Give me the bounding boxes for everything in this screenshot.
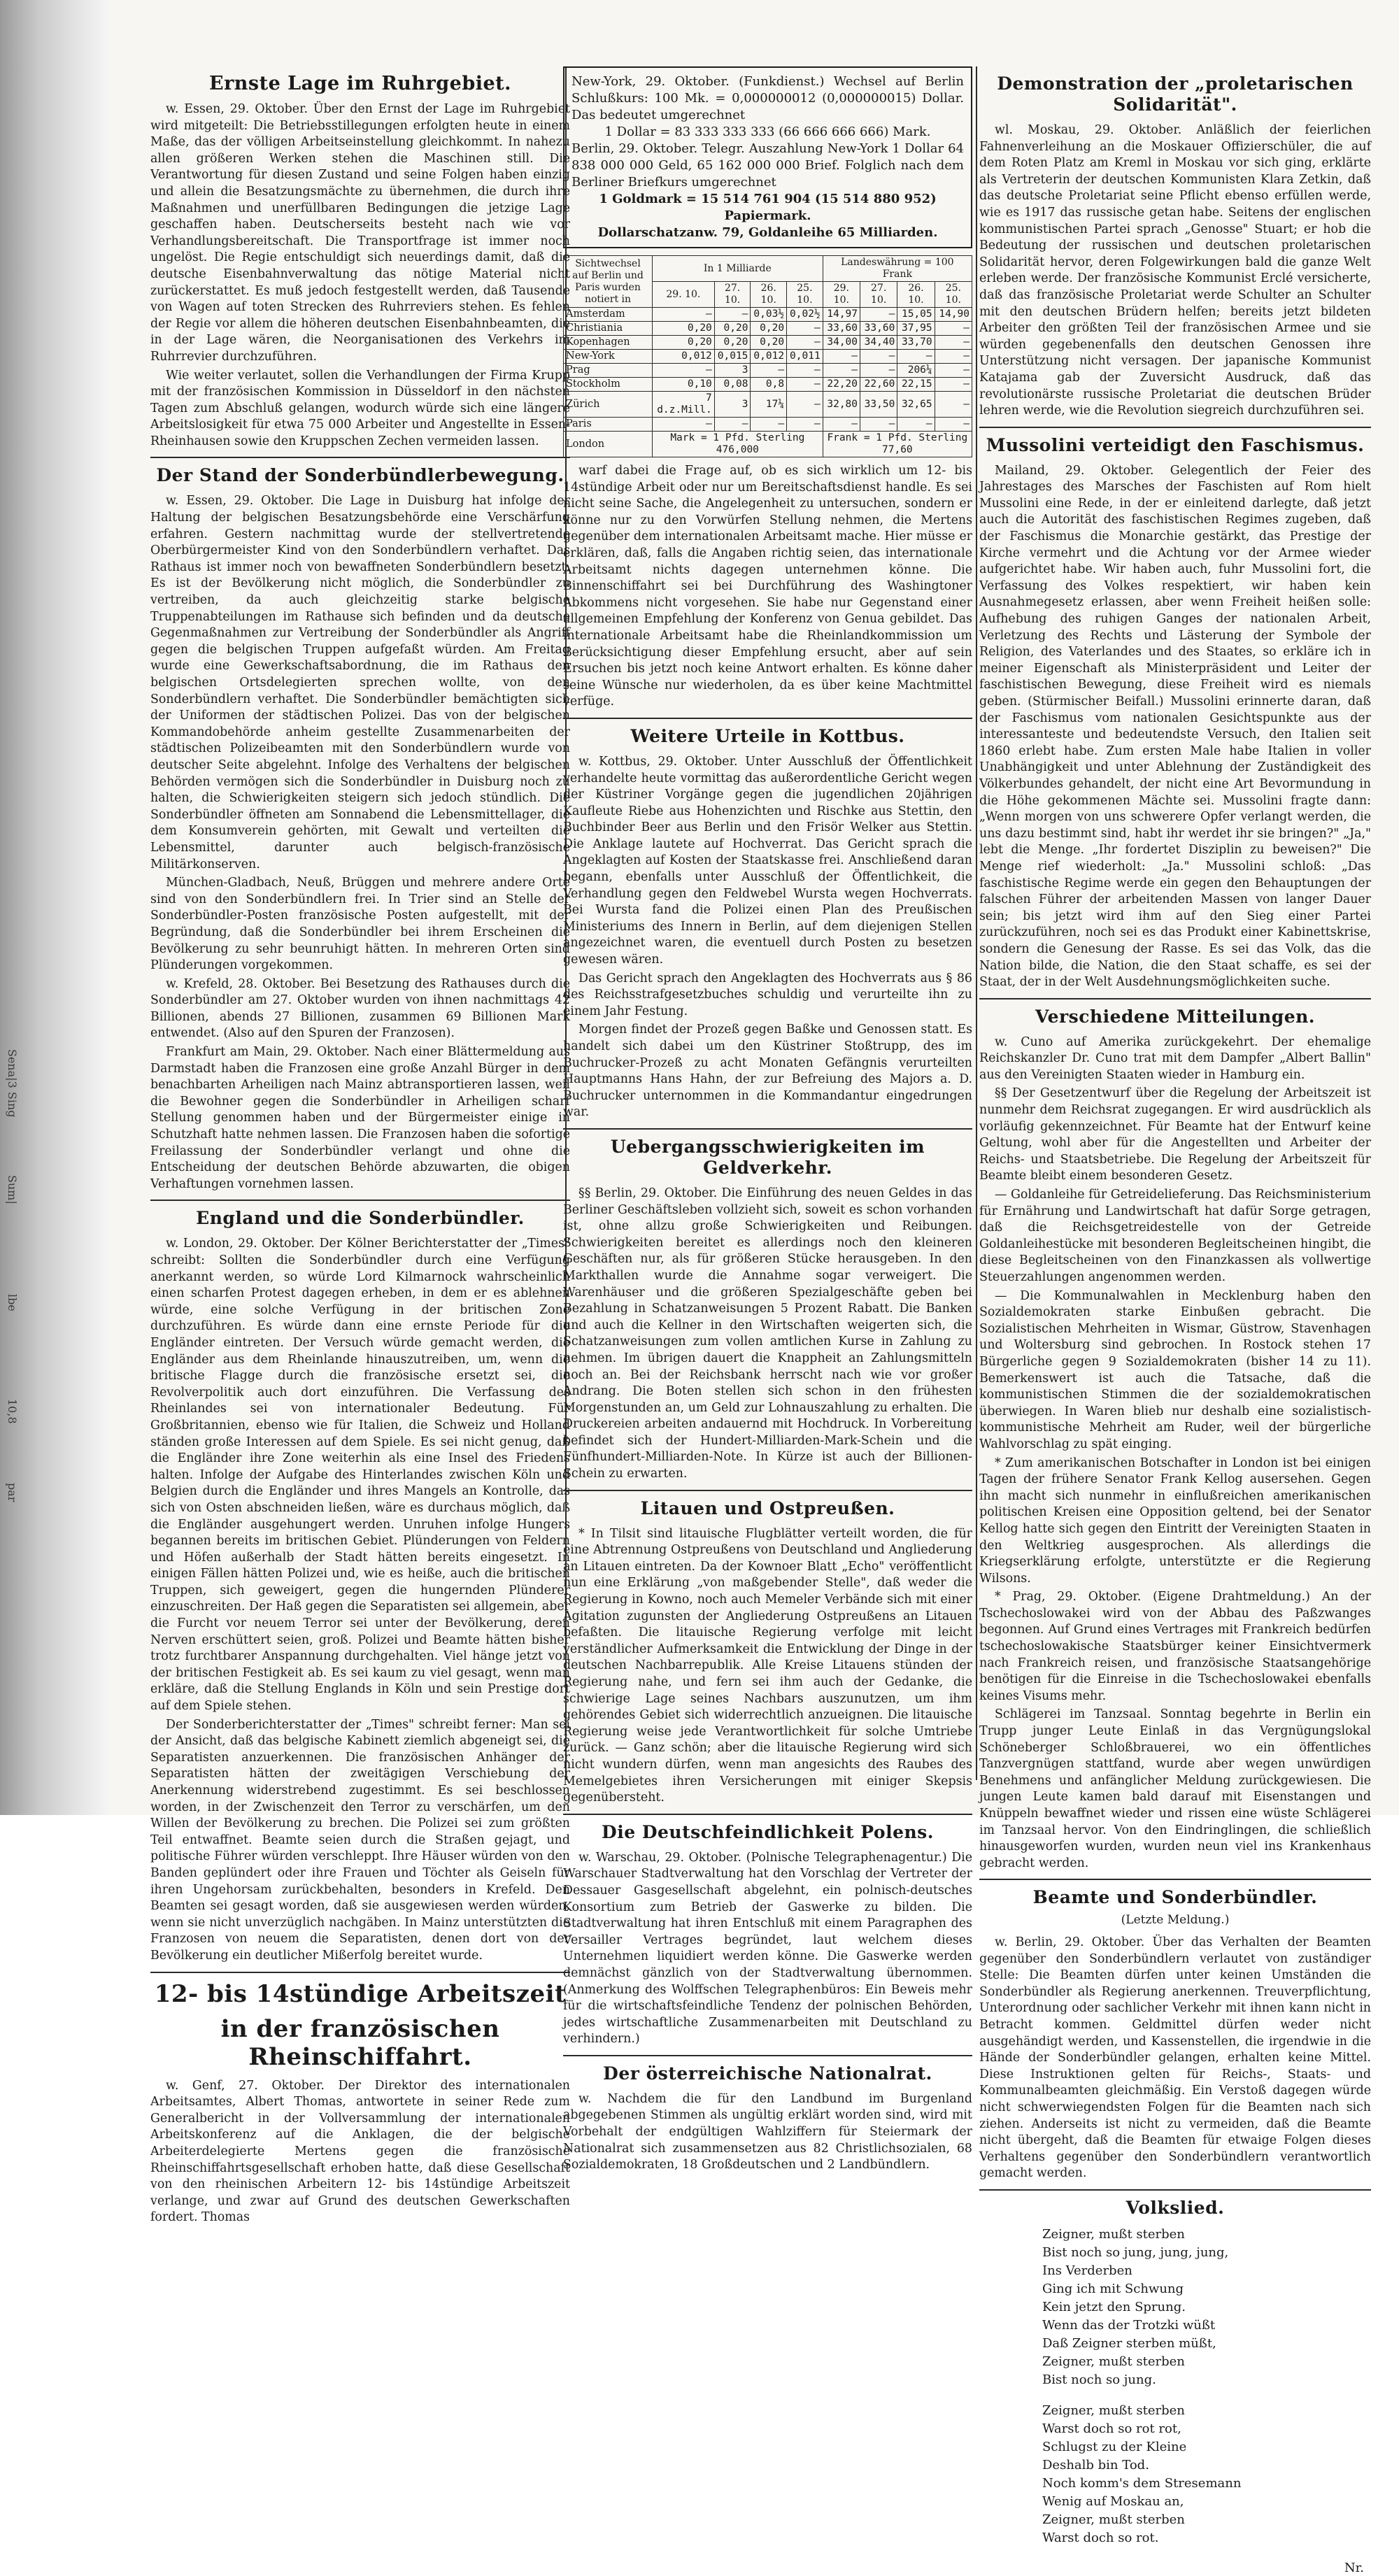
table-cell: Stockholm	[564, 378, 653, 392]
article-paragraph: w. Nachdem die für den Landbund im Burgenland abgegebenen Stimmen als ungültig erklärt worden sind, wird mit Vorbehalt der endgültigen Wahlziffern für Steiermark der Nationalrat sich zusammensetzen aus 82 Christlichsozialen, 68 Sozialdemokraten, 18 Großdeutschen und 2 Landbündlern.	[563, 2091, 972, 2172]
table-header: 29. 10.	[653, 282, 715, 308]
table-header: Sichtwechsel auf Berlin und Paris wurden notiert in	[564, 256, 653, 308]
table-cell: —	[823, 350, 860, 364]
table-cell: 34,00	[823, 336, 860, 350]
table-cell: 0,08	[714, 378, 751, 392]
page-footer: Nr.	[1344, 2560, 1364, 2575]
table-cell: 34,40	[860, 336, 897, 350]
table-row	[564, 418, 972, 432]
article-paragraph: §§ Der Gesetzentwurf über die Regelung der Arbeitszeit ist nunmehr dem Reichsrat zugegangen. Er wird ausdrücklich als vorläufig gekennzeichnet. Für Beamte hat der Entwurf keine Geltung, wohl aber für die Angestellten und Arbeiter der Reichs- und Staatsbetriebe. Die Regelung der Arbeitszeit für Beamte bleibt einem besonderen Gesetz.	[979, 1086, 1371, 1183]
table-cell: —	[860, 350, 897, 364]
table-cell: Frank = 1 Pfd. Sterling 77,60	[823, 432, 972, 457]
headline: Volkslied.	[1125, 2197, 1225, 2218]
table-cell: 3	[714, 364, 751, 378]
table-cell: 0,20	[751, 336, 787, 350]
table-cell: London	[564, 432, 653, 457]
table-cell: 0,20	[714, 336, 751, 350]
table-cell: 0,02½	[787, 308, 823, 322]
article-paragraph: Wie weiter verlautet, sollen die Verhandlungen der Firma Krupp mit der französischen Kommission in Düsseldorf in den nächsten Tagen zum Abschluß gelangen, wodurch würde sich eine längere Arbeitslosigkeit für etwa 75 000 Arbeiter und Angestellte in Essen-Rheinhausen sowie den Kruppschen Zechen vermeiden lassen.	[150, 368, 570, 448]
table-cell: 33,70	[897, 336, 935, 350]
table-cell: —	[935, 378, 972, 392]
divider	[979, 427, 1371, 428]
table-header: 25. 10.	[787, 282, 823, 308]
poem-line: Warst doch so rot rot,	[1042, 2421, 1181, 2436]
table-cell: Paris	[564, 418, 653, 432]
table-row	[564, 432, 972, 457]
table-header: 25. 10.	[935, 282, 972, 308]
poem-line: Wenn das der Trotzki wüßt	[1042, 2317, 1216, 2333]
headline: Litauen und Ostpreußen.	[640, 1497, 895, 1518]
table-header: 29. 10.	[823, 282, 860, 308]
headline: Weitere Urteile in Kottbus.	[630, 725, 905, 746]
box-line: 1 Goldmark = 15 514 761 904 (15 514 880 952) Papiermark.	[599, 192, 937, 223]
divider	[979, 1879, 1371, 1880]
table-cell: —	[935, 418, 972, 432]
article-paragraph: Mailand, 29. Oktober. Gelegentlich der Feier des Jahrestages des Marsches der Faschisten auf Rom hielt Mussolini eine Rede, in der er einleitend darlegte, daß jetzt auch die Autorität des faschistischen Regimes zugeben, daß der Faschismus die Monarchie gestärkt, das Prestige der Kirche vermehrt und die Achtung vor der Armee wieder aufgerichtet habe. Wir haben auch, fuhr Mussolini fort, die Verfassung des Volkes respektiert, wir haben kein Ausnahmegesetz erlassen, aber wenn Freiheit heißen solle: Aufhebung des ruhigen Ganges der nationalen Arbeit, Verletzung des Rechts und Lästerung der Symbole der Religion, des Vaterlandes und des Staates, so erkläre ich in meiner Eigenschaft als Ministerpräsident und Leiter der faschistischen Bewegung, diese Freiheit wird es niemals geben. (Stürmischer Beifall.) Mussolini erinnerte daran, daß der Faschismus vom nationalen Gesichtspunkte aus der interessanteste und bedeutendste Versuch, den Italien seit 1860 erlebt habe. Zum ersten Male habe Italien in voller Unabhängigkeit und unter Ablehnung der Zuständigkeit des Völkerbundes gehandelt, der nicht eine Art Bevormundung in die Höhe gekommenen Mächte sei. Mussolini fragte dann: „Wenn morgen von uns schwerere Opfer verlangt werden, die uns dazu bestimmt sind, habt ihr werdet ihr sie bringen?" „Ja," lebt die Menge. „Ihr fordertet Disziplin zu beweisen?" Die Menge rief wiederholt: „Ja." Mussolini schloß: „Das faschistische Regime werde ein gegen den Behauptungen der falschen Führer der arbeitenden Massen von langer Dauer sein; bis jetzt wird ihm auf den Sieg einer Partei zurückzuführen, noch sei es das Produkt einer Kabinettskrise, sondern die Genesung der Rasse. Es sei das Volk, das die Nation bilde, die Nation, die den Staat schaffe, es sei der Staat, der in der Welt Ausdehnungsmöglichkeiten suche.	[979, 463, 1371, 990]
article-paragraph: w. Warschau, 29. Oktober. (Polnische Telegraphenagentur.) Die Warschauer Stadtverwaltung hat den Vorschlag der Vertreter der Dessauer Gasgesellschaft abgelehnt, ein polnisch-deutsches Konsortium zum Betrieb der Gaswerke zu bilden. Die Stadtverwaltung hat ihren Entschluß mit einem Paragraphen des Versailler Vertrages begründet, laut welchem dieses Unternehmen liquidiert werden könne. Die Gaswerke werden demnächst gänzlich von der Stadtverwaltung übernommen. (Anmerkung des Wolffschen Telegraphenbüros: Ein Beweis mehr für die wirtschaftsfeindliche Tendenz der polnischen Behörden, jedes wirtschaftliche Zusammenarbeiten mit Deutschland zu verhindern.)	[563, 1850, 972, 2047]
poem-line: Wenig auf Moskau an,	[1042, 2493, 1184, 2509]
poem-line: Deshalb bin Tod.	[1042, 2457, 1149, 2472]
table-row	[564, 308, 972, 322]
table-cell: 0,20	[653, 322, 715, 336]
divider	[150, 1200, 570, 1201]
headline: in der französischen Rheinschiffahrt.	[220, 2014, 500, 2071]
table-header: In 1 Milliarde	[653, 256, 823, 282]
article-paragraph: Schlägerei im Tanzsaal. Sonntag begehrte in Berlin ein Trupp junger Leute Einlaß in das Vergnügungslokal Schöneberger Schloßbrauerei, wo ein öffentliches Tanzvergnügen stattfand, wurde aber wegen unwürdigen Benehmens und anfänglicher Meldung zurückgewiesen. Die jungen Leute kamen bald darauf mit Eisenstangen und Knüppeln bewaffnet wieder und rissen eine wüste Schlägerei im Tanzsaal hervor. Von den Eindringlingen, die schließlich hinausgeworfen wurden, wurden neun viel ins Krankenhaus gebracht werden.	[979, 1707, 1371, 1870]
poem-line: Zeigner, mußt sterben	[1042, 2226, 1185, 2242]
headline: Die Deutschfeindlichkeit Polens.	[602, 1821, 934, 1842]
exchange-rate-table	[563, 255, 972, 457]
table-cell: —	[787, 378, 823, 392]
article-paragraph: Das Gericht sprach den Angeklagten des Hochverrats aus § 86 des Reichsstrafgesetzbuches schuldig und verurteilte ihn zu einem Jahr Festung.	[563, 971, 972, 1018]
article-paragraph: — Goldanleihe für Getreidelieferung. Das Reichsministerium für Ernährung und Landwirtschaft hat dafür Sorge getragen, daß die Reichsgetreidestelle von der Getreide Goldanleihestücke mit besonderen Begleitscheinen hingibt, die diese Begleitscheinen von den Finanzkassen als vollwertige Steuerzahlungen angenommen werden.	[979, 1188, 1371, 1284]
headline: Demonstration der „proletarischen Solidarität".	[997, 73, 1354, 115]
margin-fragment: Sum|	[6, 1175, 19, 1204]
divider	[563, 1128, 972, 1130]
article-paragraph: w. Cuno auf Amerika zurückgekehrt. Der ehemalige Reichskanzler Dr. Cuno trat mit dem Dampfer „Albert Ballin" aus den Vereinigten Staaten wieder in Hamburg ein.	[979, 1034, 1371, 1082]
table-cell: —	[823, 418, 860, 432]
poem-line: Zeigner, mußt sterben	[1042, 2512, 1185, 2527]
article-paragraph: w. Berlin, 29. Oktober. Über das Verhalten der Beamten gegenüber den Sonderbündlern verlautet von zuständiger Stelle: Die Beamten dürfen unter keinen Umständen die Sonderbündler als Regierung anerkennen. Treuverpflichtung, Unterordnung oder sachlicher Verkehr mit ihnen kann nicht in Betracht kommen. Geldmittel dürfen weder nicht ausgehändigt werden, und Kassenstellen, die irgendwie in die Hände der Sonderbündler gelangen, erhalten keine Mittel. Diese Instruktionen gelten für Reichs-, Staats- und Kommunalbeamten gleichmäßig. Ein Verstoß dagegen würde nicht schwerwiegendsten Folgen für die Beamten nach sich ziehen. Anderseits ist nicht zu vermeiden, daß die Beamte nicht übergeht, daß die Beamten für etwaige Folgen dieses Verhaltens gegenüber den Sonderbündlern verantwortlich gemacht werden.	[979, 1935, 1371, 2181]
table-cell: 37,95	[897, 322, 935, 336]
table-row	[564, 392, 972, 418]
table-cell: 0,20	[751, 322, 787, 336]
table-row	[564, 322, 972, 336]
table-cell: 22,60	[860, 378, 897, 392]
table-cell: —	[787, 364, 823, 378]
poem-line: Daß Zeigner sterben müßt,	[1042, 2335, 1216, 2351]
table-cell: 7 d.z.Mill.	[653, 392, 715, 418]
box-line: 1 Dollar = 83 333 333 333 (66 666 666 666) Mark.	[604, 124, 931, 139]
table-cell: —	[787, 418, 823, 432]
table-cell: —	[860, 418, 897, 432]
article-paragraph: w. Essen, 29. Oktober. Über den Ernst der Lage im Ruhrgebiet wird mitgeteilt: Die Betriebsstillegungen erfolgten heute in einem Maße, das der völligen Arbeitseinstellung gleichkommt. In nahezu allen größeren Werken stehen die Maschinen still. Die Verantwortung für diesen Zustand und seine Folgen haben einzig und allein die Besatzungsmächte zu übernehmen, die durch ihre Maßnahmen und unerfüllbaren Bedingungen die jetzige Lage geschaffen haben. Deutscherseits besteht nach wie vor Verhandlungsbereitschaft. Die Transportfrage ist immer noch ungelöst. Die Regie entschuldigt sich neuerdings damit, daß die deutsche Eisenbahnverwaltung das nötige Material nicht zurückerstattet. Es muß jedoch festgestellt werden, daß Tausende von Wagen auf toten Strecken des Ruhrreviers stehen. Es fehlen der Regie vor allem die höheren deutschen Eisenbahnbeamten, die in der Lage wären, die Neorganisationen des Verkehrs im Ruhrrevier durchzuführen.	[150, 102, 570, 364]
headline: 12- bis 14stündige Arbeitszeit	[154, 1979, 567, 2008]
table-cell: —	[823, 364, 860, 378]
table-cell: 33,60	[823, 322, 860, 336]
divider	[979, 2189, 1371, 2191]
table-header: 26. 10.	[897, 282, 935, 308]
article-paragraph: * Zum amerikanischen Botschafter in London ist bei einigen Tagen der frühere Senator Frank Kellog ausersehen. Gegen ihn macht sich nunmehr in einflußreichen amerikanischen politischen Kreisen eine Opposition geltend, bei der Senator Kellog hatte sich gegen den Eintritt der Vereinigten Staaten in den Weltkrieg ausgesprochen. Als allerdings die Kriegserklärung erfolgte, unterstützte er die Regierung Wilsons.	[979, 1456, 1371, 1586]
divider	[979, 998, 1371, 999]
headline: Beamte und Sonderbündler.	[1032, 1887, 1318, 1908]
headline: Der österreichische Nationalrat.	[603, 2063, 932, 2084]
article-paragraph: * Prag, 29. Oktober. (Eigene Drahtmeldung.) An der Tschechoslowakei wird von der Abbau des Paßzwanges begonnen. Auf Grund eines Vertrages mit Frankreich bedürfen tschechoslowakische Staatsbürger keiner Einsichtvermerk nach Frankreich reisen, und französische Staatsangehörige benötigen für die Einreise in die Tschechoslowakei ebenfalls keines Visums mehr.	[979, 1590, 1371, 1703]
scan-margin	[0, 0, 108, 1815]
divider	[563, 2055, 972, 2056]
table-cell: 22,20	[823, 378, 860, 392]
table-header: 26. 10.	[751, 282, 787, 308]
poem-line: Noch komm's dem Stresemann	[1042, 2475, 1242, 2491]
table-row	[564, 364, 972, 378]
article-paragraph: w. Krefeld, 28. Oktober. Bei Besetzung des Rathauses durch die Sonderbündler am 27. Oktober wurden von ihnen nachmittags 42 Billionen, abends 27 Billionen, zusammen 69 Billionen Mark entwendet. (Also auf den Spuren der Franzosen).	[150, 976, 570, 1041]
article-paragraph: * In Tilsit sind litauische Flugblätter verteilt worden, die für eine Abtrennung Ostpreußens von Deutschland und Angliederung an Litauen eintreten. Da der Kownoer Blatt „Echo" veröffentlicht nun eine Erklärung „von maßgebender Stelle", daß weder die Regierung in Kowno, noch auch Memeler Verbände sich mit einer Agitation zugunsten der Angliederung Ostpreußens an Litauen befaßten. Die litauische Regierung verfolge mit leicht verständlicher Aufmerksamkeit die Entwicklung der Dinge in der deutschen Nachbarrepublik. Alle Kreise Litauens stünden der Regierung nahe, und fern sei ihm auch der Gedanke, die schwierige Lage seines Nachbars auszunutzen, um ihm gehörendes Gebiet sich widerrechtlich anzueignen. Die litauische Regierung weise jede Verantwortlichkeit für solche Umtriebe zurück. — Ganz schön; aber die litauische Regierung wird sich nicht wundern dürfen, wenn man angesichts des Raubes des Memelgebietes ihren Versicherungen mit einiger Skepsis gegenübersteht.	[563, 1526, 972, 1805]
headline: Mussolini verteidigt den Faschismus.	[986, 434, 1365, 455]
table-cell: —	[935, 336, 972, 350]
margin-fragment: 10,8	[6, 1399, 19, 1424]
table-cell: 14,90	[935, 308, 972, 322]
table-cell: 206¼	[897, 364, 935, 378]
table-cell: Prag	[564, 364, 653, 378]
table-cell: —	[935, 392, 972, 418]
table-cell: 15,05	[897, 308, 935, 322]
headline: England und die Sonderbündler.	[196, 1208, 525, 1229]
table-cell: 17¼	[751, 392, 787, 418]
table-cell: New-York	[564, 350, 653, 364]
article-paragraph: warf dabei die Frage auf, ob es sich wirklich um 12- bis 14stündige Arbeit oder nur um Bereitschaftsdienst handle. Es sei nicht seine Sache, die Angelegenheit zu untersuchen, sondern er könne nur zu den Vorwürfen Stellung nehmen, die Mertens gegenüber dem internationalen Arbeitsamt mache. Hier müsse er erklären, daß, falls die Angaben richtig seien, das internationale Arbeitsamt nichts dagegen unternehmen könne. Die Binnenschiffahrt sei bei Durchführung des Washingtoner Abkommens nicht vorgesehen. Sie habe nur Gegenstand einer allgemeinen Empfehlung der Konferenz von Genua gebildet. Das internationale Arbeitsamt habe die Rheinlandkommission um Berücksichtigung dieser Empfehlung ersucht, aber auf sein Ersuchen bis jetzt noch keine Antwort erhalten. Es könne daher seine Wünsche nur wiederholen, da es über keine Machtmittel verfüge.	[563, 464, 972, 709]
subheading: (Letzte Meldung.)	[1121, 1913, 1230, 1928]
table-cell: 0,20	[714, 322, 751, 336]
table-cell: 0,015	[714, 350, 751, 364]
margin-fragment: Sena|3 Sing	[6, 1049, 19, 1118]
article-paragraph: w. London, 29. Oktober. Der Kölner Berichterstatter der „Times" schreibt: Sollten die Sonderbündler durch eine Verfügung anerkannt werden, so würde Lord Kilmarnock wahrscheinlich einen scharfen Protest dagegen erheben, in dem er es ablehnen würde, eine solche Verfügung in der britischen Zone durchzuführen. Es würde dann eine ernste Periode für die Engländer eintreten. Der Versuch würde gemacht werden, die Engländer aus dem Rheinlande hinauszutreiben, um, wenn die britische Flagge durch die französische ersetzt sei, die Revolverpolitik auch dort einzuführen. Die Verfassung des Rheinlandes sei von internationaler Bedeutung. Für Großbritannien, ebenso wie für Italien, die Schweiz und Holland ständen große Interessen auf dem Spiele. Es sei nicht genug, daß die Engländer ihre Zone weiterhin als eine Insel des Friedens halten. Infolge der Aufgabe des Hinterlandes zwischen Köln und Belgien durch die Engländer und ihres Mangels an Kontrolle, das sich von Osten abschneiden ließen, wäre es durchaus möglich, daß die Engländer ausgehungert werden. Unruhen infolge Hungers begannen bereits im britischen Gebiet. Plünderungen von Feldern und Höfen außerhalb der Stadt hätten bereits eingesetzt. In einigen Fällen hätten Polizei und, wie es heiße, auch die britischen Truppen, sich geweigert, gegen die hungernden Plünderer einzuschreiten. Der Haß gegen die Separatisten sei allgemein, aber die Furcht vor neuem Terror sei unter der Bevölkerung, deren Nerven erschüttert seien, groß. Polizei und Beamte hätten bisher trotz furchtbarer Anspannung durchgehalten. Viel hänge jetzt von der britischen Festigkeit ab. Es sei kaum zu viel gesagt, wenn man erkläre, daß die Stellung Englands in Köln und sein Prestige dort auf dem Spiele stehen.	[150, 1237, 570, 1714]
table-cell: —	[787, 322, 823, 336]
poem-stanza	[1042, 2226, 1371, 2389]
table-cell: —	[787, 392, 823, 418]
column-left	[150, 66, 570, 2225]
divider	[150, 457, 570, 458]
table-cell: Kopenhagen	[564, 336, 653, 350]
poem-line: Warst doch so rot.	[1042, 2530, 1159, 2545]
box-line: Dollarschatzanw. 79, Goldanleihe 65 Milliarden.	[597, 225, 938, 240]
article-paragraph: w. Genf, 27. Oktober. Der Direktor des internationalen Arbeitsamtes, Albert Thomas, antwortete in seiner Rede zum Generalbericht in der Vollversammlung der internationalen Arbeitskonferenz auf die Anklagen, die der belgische Arbeiterdelegierte Mertens gegen die französische Rheinschiffahrtsgesellschaft erhoben hatte, daß diese Gesellschaft von den rheinischen Arbeitern 12- bis 14stündige Arbeitszeit verlange, und zwar auf Grund des deutschen Gewerkschaften fordert. Thomas	[150, 2078, 570, 2225]
article-paragraph: §§ Berlin, 29. Oktober. Die Einführung des neuen Geldes in das Berliner Geschäftsleben vollzieht sich, soweit es schon vorhanden ist, ohne allzu große Schwierigkeiten und Reibungen. Schwierigkeiten bereitet es allerdings noch den kleineren Geschäften nur, als für größeren Stücke herausgeben. In den Markthallen wurde die Annahme sogar verweigert. Die Warenhäuser und die größeren Spezialgeschäfte geben bei Bezahlung in Schatzanweisungen 5 Prozent Rabatt. Die Banken und auch die Kellner in den Wirtschaften weigerten sich, die Schatzanweisungen zum vollen amtlichen Kurse in Zahlung zu nehmen. Im übrigen dauert die Knappheit an Zahlungsmitteln noch an. Bei der Reichsbank herrscht nach wie vor großer Andrang. Die Boten stellen sich schon in den frühesten Morgenstunden an, um Geld zur Lohnauszahlung zu erhalten. Die Druckereien arbeiten andauernd mit Hochdruck. In Vorbereitung befindet sich der Hundert-Milliarden-Mark-Schein und die Fünfhundert-Milliarden-Note. In Kürze ist auch der Billionen-Schein zu erwarten.	[563, 1186, 972, 1481]
article-paragraph: München-Gladbach, Neuß, Brüggen und mehrere andere Orte sind von den Sonderbündlern frei. In Trier sind an Stelle der Sonderbündler-Posten französische Posten aufgestellt, mit der Begründung, daß die Sonderbündler bei ihrem Erscheinen die Bevölkerung zu sehr beunruhigt hätten. In mehreren Orten sind Plünderungen vorgekommen.	[150, 876, 570, 973]
column-rule	[976, 66, 977, 1780]
divider	[563, 1814, 972, 1815]
table-cell: —	[860, 308, 897, 322]
box-line: New-York, 29. Oktober. (Funkdienst.) Wechsel auf Berlin Schlußkurs: 100 Mk. = 0,000000012 (0,000000015) Dollar. Das bedeutet umgerechnet	[571, 74, 964, 122]
poem-line: Kein jetzt den Sprung.	[1042, 2299, 1186, 2314]
column-right	[979, 66, 1371, 2575]
table-cell: 0,03½	[751, 308, 787, 322]
article-paragraph: wl. Moskau, 29. Oktober. Anläßlich der feierlichen Fahnenverleihung an die Moskauer Offizierschüler, die auf dem Roten Platz am Kreml in Moskau vor sich ging, erklärte als Vertreterin der deutschen Kommunisten Klara Zetkin, daß das deutsche Proletariat seine Pflicht ebenso erfüllen werde, wie es 1917 das russische getan habe. Seitens der englischen kommunistischen Partei sprach „Genosse" Stuart; er hob die Bedeutung der russischen und deutschen proletarischen Solidarität hervor, deren Folgewirkungen bald die ganze Welt erleben werde. Der französische Kommunist Erclé versicherte, daß das französische Proletariat werde Schulter an Schulter mit den deutschen Brüdern helfen; bereits jetzt bildeten Arbeiter den größten Teil der französischen Armee und sie würden gegebenenfalls den deutschen Genossen ihre Unterstützung nicht versagen. Der japanische Kommunist Katajama gab der Zuversicht Ausdruck, daß das revolutionärste russische Proletariat die deutschen Brüder lehren werde, wie die Revolution siegreich durchzuführen sei.	[979, 123, 1371, 418]
table-cell: —	[897, 418, 935, 432]
divider	[563, 1490, 972, 1491]
table-cell: —	[653, 418, 715, 432]
table-row	[564, 336, 972, 350]
article-paragraph: w. Kottbus, 29. Oktober. Unter Ausschluß der Öffentlichkeit verhandelte heute vormittag das außerordentliche Gericht wegen der Küstriner Vorgänge gegen die jugendlichen 20jährigen Kaufleute Riebe aus Hohenzichten und Rischke aus Stettin, den Buchbinder Beer aus Berlin und den Frisör Welker aus Stettin. Die Anklage lautete auf Hochverrat. Das Gericht sprach die Angeklagten auf Kosten der Staatskasse frei. Anschließend daran begann, ebenfalls unter Ausschluß der Öffentlichkeit, die Verhandlung gegen den Feldwebel Wursta wegen Hochverrats. Bei Wursta fand die Polizei einen Plan des Preußischen Ministeriums des Innern in Berlin, auf dem diejenigen Stellen angezeichnet waren, die eventuell durch Posten zu besetzen gewesen wären.	[563, 754, 972, 967]
table-cell: —	[714, 418, 751, 432]
article-paragraph: w. Essen, 29. Oktober. Die Lage in Duisburg hat infolge der Haltung der belgischen Besatzungsbehörde eine Verschärfung erfahren. Gestern nachmittag wurde der stellvertretende Oberbürgermeister Kind von den Sonderbündlern verhaftet. Das Rathaus ist immer noch von bewaffneten Sonderbündlern besetzt. Es ist der Bevölkerung nicht möglich, die Sonderbündler zu vertreiben, da auch gleichzeitig starke belgische Truppenabteilungen im Rathause sich befinden und da deutsche Gegenmaßnahmen zur Vertreibung der Sonderbündler als Angriff gegen die belgischen Truppen aufgefaßt würden. Am Freitag wurde eine Gewerkschaftsabordnung, die im Rathaus den belgischen Ortsdelegierten sprechen wollte, von den Sonderbündlern verhaftet. Die Sonderbündler bemächtigten sich der Uniformen der städtischen Polizei. Das von der belgischen Kommandobehörde anheim gestellte Zusammenarbeiten der städtischen Polizeibeamten mit den Sonderbündlern wurde von deutscher Seite abgelehnt. Infolge des Verhaltens der belgischen Behörden vermögen sich die Sonderbündler in Duisburg noch zu halten, die Schwierigkeiten steigern sich jedoch stündlich. Die Sonderbündler öffneten am Sonnabend die Lebensmittellager, die dem Konsumverein gehörten, mit Gewalt und verteilten die Lebensmittel, darunter auch belgisch-französische Militärkonserven.	[150, 494, 570, 871]
margin-fragment: par	[6, 1483, 19, 1502]
table-cell: 0,011	[787, 350, 823, 364]
headline: Uebergangsschwierigkeiten im Geldverkehr.	[610, 1136, 925, 1178]
poem-line: Bist noch so jung.	[1042, 2372, 1156, 2387]
table-header: 27. 10.	[714, 282, 751, 308]
table-cell: —	[751, 418, 787, 432]
table-cell: 14,97	[823, 308, 860, 322]
exchange-rate-box	[563, 66, 972, 248]
headline: Der Stand der Sonderbündlerbewegung.	[156, 465, 564, 486]
table-cell: —	[935, 350, 972, 364]
headline: Verschiedene Mitteilungen.	[1035, 1006, 1315, 1027]
table-cell: 0,20	[653, 336, 715, 350]
poem-line: Schlugst zu der Kleine	[1042, 2439, 1187, 2454]
table-cell: 22,15	[897, 378, 935, 392]
headline: Ernste Lage im Ruhrgebiet.	[208, 73, 511, 94]
table-cell: Mark = 1 Pfd. Sterling 476,000	[653, 432, 823, 457]
article-paragraph: Der Sonderberichterstatter der „Times" schreibt ferner: Man sei der Ansicht, daß das belgische Kabinett ziemlich abgeneigt sei, die Separatisten anzuerkennen. Die französischen Anhänger der Separatisten hätten der zweitägigen Verschiebung der Anerkennung widerstrebend zugestimmt. Es sei beschlossen worden, in der Zwischenzeit den Terror zu verschärfen, um den Willen der Bevölkerung zu brechen. Die Polizei sei zum größten Teil entwaffnet. Beamte seien durch die Straßen gejagt, und politische Führer würden verschleppt. Ihre Häuser würden von den Banden geplündert oder ihre Frauen und Töchter als Geiseln für ihren Ungehorsam zurückbehalten, besonders in Krefeld. Den Beamten sei gesagt worden, daß sie ausgewiesen werden würden, wenn sie nicht unverzüglich nachgäben. In Mainz unterstützten die Franzosen von neuem die Separatisten, denen dort von der Bevölkerung ein deutlicher Mißerfolg bereitet wurde.	[150, 1717, 570, 1963]
table-cell: 32,65	[897, 392, 935, 418]
table-row	[564, 350, 972, 364]
table-cell: —	[897, 350, 935, 364]
poem-line: Ging ich mit Schwung	[1042, 2281, 1184, 2296]
table-cell: —	[653, 308, 715, 322]
table-cell: —	[860, 364, 897, 378]
article-paragraph: Frankfurt am Main, 29. Oktober. Nach einer Blättermeldung aus Darmstadt haben die Franzosen eine große Anzahl Bürger in dem benachbarten Arheiligen nach Mainz abtransportieren lassen, weil die Bewohner gegen die Sonderbündler in Arheiligen scharf Stellung genommen haben und der Bürgermeister einige in Schutzhaft hatte nehmen lassen. Die Franzosen haben die sofortige Freilassung der Sonderbündler verlangt und ohne die Entscheidung der deutschen Behörde abzuwarten, die obigen Verhaftungen vornehmen lassen.	[150, 1045, 570, 1191]
column-middle	[563, 66, 972, 2172]
poem-line: Ins Verderben	[1042, 2263, 1132, 2278]
table-cell: —	[653, 364, 715, 378]
table-cell: 0,012	[653, 350, 715, 364]
divider	[150, 1972, 570, 1973]
table-cell: Zürich	[564, 392, 653, 418]
table-cell: —	[751, 364, 787, 378]
table-cell: 32,80	[823, 392, 860, 418]
table-header: Landeswährung = 100 Frank	[823, 256, 972, 282]
table-row	[564, 378, 972, 392]
poem-line: Zeigner, mußt sterben	[1042, 2354, 1185, 2369]
table-cell: —	[787, 336, 823, 350]
divider	[563, 718, 972, 719]
poem	[979, 2226, 1371, 2547]
table-cell: —	[935, 364, 972, 378]
poem-stanza	[1042, 2402, 1371, 2547]
box-line: Berlin, 29. Oktober. Telegr. Auszahlung New-York 1 Dollar 64 838 000 000 Geld, 65 162 000 000 Brief. Folglich nach dem Berliner Briefkurs umgerechnet	[571, 141, 964, 190]
table-cell: 33,50	[860, 392, 897, 418]
article-paragraph: — Die Kommunalwahlen in Mecklenburg haben den Sozialdemokraten starke Einbußen gebracht. Die Sozialistischen Mehrheiten in Wismar, Güstrow, Stavenhagen und Woltersburg sind gebrochen. In Rostock stehen 17 Bürgerliche gegen 9 Sozialdemokraten (bisher 14 zu 11). Bemerkenswert ist auch die Tatsache, daß die kommunistischen Stimmen die der sozialdemokratischen überwiegen. In Waren blieb nur deshalb eine sozialistisch-kommunistische Mehrheit am Ruder, weil der bürgerliche Wahlvorschlag zu spät einging.	[979, 1288, 1371, 1451]
table-cell: 33,60	[860, 322, 897, 336]
table-cell: 0,8	[751, 378, 787, 392]
table-cell: 0,012	[751, 350, 787, 364]
article-paragraph: Morgen findet der Prozeß gegen Baßke und Genossen statt. Es handelt sich dabei um den Küstriner Stoßtrupp, des im Buchrucker-Prozeß zu acht Monaten Gefängnis verurteilten Hauptmanns Hans Hahn, der zur Befreiung des Majors a. D. Buchrucker unternommen in die Kommandantur eingedrungen war.	[563, 1023, 972, 1120]
margin-fragment: lbe	[6, 1294, 19, 1311]
table-cell: Christiania	[564, 322, 653, 336]
table-header: 27. 10.	[860, 282, 897, 308]
table-cell: 0,10	[653, 378, 715, 392]
table-cell: 3	[714, 392, 751, 418]
poem-line: Bist noch so jung, jung, jung,	[1042, 2244, 1229, 2260]
poem-line: Zeigner, mußt sterben	[1042, 2403, 1185, 2418]
table-cell: —	[935, 322, 972, 336]
table-cell: —	[714, 308, 751, 322]
table-cell: Amsterdam	[564, 308, 653, 322]
